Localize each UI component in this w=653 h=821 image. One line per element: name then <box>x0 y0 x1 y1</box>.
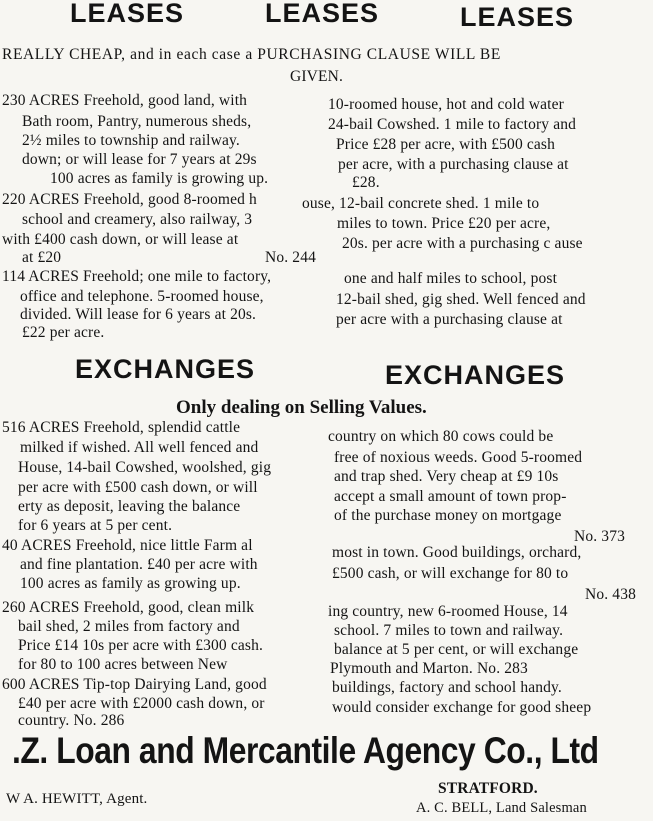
exchanges-heading-2: EXCHANGES <box>385 360 566 390</box>
leases-heading-2: LEASES <box>265 0 380 28</box>
lot-number: No. 373 <box>574 528 625 545</box>
lot-number: No. 438 <box>585 586 636 603</box>
agency-town: STRATFORD. <box>438 780 538 797</box>
listing-line: 114 ACRES Freehold; one mile to factory, <box>2 268 272 285</box>
listing-line: 24-bail Cowshed. 1 mile to factory and <box>328 116 577 133</box>
listing-line: and fine plantation. £40 per acre with <box>20 556 258 573</box>
leases-heading-1: LEASES <box>70 0 185 28</box>
listing-line: divided. Will lease for 6 years at 20s. <box>20 306 257 323</box>
listing-line: for 6 years at 5 per cent. <box>18 517 173 534</box>
listing-line: 516 ACRES Freehold, splendid cattle <box>2 419 241 436</box>
intro-line-2: GIVEN. <box>290 68 343 85</box>
listing-line: with £400 cash down, or will lease at <box>2 231 239 248</box>
listing-line: country. No. 286 <box>18 712 125 729</box>
listing-line: Bath room, Pantry, numerous sheds, <box>22 113 252 130</box>
listing-line: £500 cash, or will exchange for 80 to <box>332 565 569 582</box>
listing-line: ouse, 12-bail concrete shed. 1 mile to <box>302 195 540 212</box>
listing-line: ing country, new 6-roomed House, 14 <box>328 603 568 620</box>
listing-line: 2½ miles to township and railway. <box>22 132 240 149</box>
listing-line: office and telephone. 5-roomed house, <box>20 288 264 305</box>
listing-line: 10-roomed house, hot and cold water <box>328 96 564 113</box>
listing-line: school. 7 miles to town and railway. <box>334 622 564 639</box>
listing-line: 100 acres as family is growing up. <box>50 170 269 187</box>
listing-line: per acre, with a purchasing clause at <box>338 156 569 173</box>
leases-heading-3: LEASES <box>460 2 575 32</box>
listing-line: per acre with £500 cash down, or will <box>18 479 258 496</box>
listing-line: £40 per acre with £2000 cash down, or <box>18 695 265 712</box>
listing-line: 100 acres as family as growing up. <box>20 575 241 592</box>
listing-line: milked if wished. All well fenced and <box>20 439 259 456</box>
intro-line-1: REALLY CHEAP, and in each case a PURCHASING CLAUSE WILL BE <box>2 46 501 63</box>
listing-line: accept a small amount of town prop- <box>334 488 567 505</box>
listing-line: one and half miles to school, post <box>344 270 558 287</box>
listing-line: for 80 to 100 acres between New <box>18 656 228 673</box>
lot-number: No. 244 <box>265 249 316 266</box>
listing-line: down; or will lease for 7 years at 29s <box>22 151 257 168</box>
listing-line: balance at 5 per cent, or will exchange <box>334 641 579 658</box>
listing-line: 40 ACRES Freehold, nice little Farm al <box>2 537 253 554</box>
listing-line: miles to town. Price £20 per acre, <box>337 215 551 232</box>
listing-line: 220 ACRES Freehold, good 8-roomed h <box>2 191 257 208</box>
listing-line: Price £14 10s per acre with £300 cash. <box>18 637 264 654</box>
listing-line: 230 ACRES Freehold, good land, with <box>2 92 248 109</box>
listing-line: 260 ACRES Freehold, good, clean milk <box>2 599 255 616</box>
listing-line: buildings, factory and school handy. <box>332 679 562 696</box>
listing-line: 600 ACRES Tip-top Dairying Land, good <box>2 676 267 693</box>
listing-line: Price £28 per acre, with £500 cash <box>336 136 556 153</box>
listing-line: £22 per acre. <box>22 324 105 341</box>
listing-line: Plymouth and Marton. No. 283 <box>330 660 528 677</box>
selling-values-subheading: Only dealing on Selling Values. <box>176 397 427 418</box>
listing-line: of the purchase money on mortgage <box>334 507 562 524</box>
listing-line: free of noxious weeds. Good 5-roomed <box>334 449 583 466</box>
listing-line: erty as deposit, leaving the balance <box>18 498 241 515</box>
listing-line: per acre with a purchasing clause at <box>336 311 563 328</box>
listing-line: bail shed, 2 miles from factory and <box>18 618 240 635</box>
exchanges-heading-1: EXCHANGES <box>75 354 256 384</box>
agent-name: W A. HEWITT, Agent. <box>6 791 148 807</box>
listing-line: country on which 80 cows could be <box>328 428 554 445</box>
listing-line: most in town. Good buildings, orchard, <box>332 544 582 561</box>
agency-name: .Z. Loan and Mercantile Agency Co., Ltd <box>12 730 599 771</box>
listing-line: 20s. per acre with a purchasing c ause <box>342 235 583 252</box>
listing-line: would consider exchange for good sheep <box>332 699 592 716</box>
listing-line: school and creamery, also railway, 3 <box>22 211 253 228</box>
listing-line: at £20 <box>22 249 62 266</box>
listing-line: £28. <box>352 174 380 191</box>
listing-line: 12-bail shed, gig shed. Well fenced and <box>336 291 586 308</box>
listing-line: House, 14-bail Cowshed, woolshed, gig <box>18 459 272 476</box>
listing-line: and trap shed. Very cheap at £9 10s <box>334 468 559 485</box>
land-salesman: A. C. BELL, Land Salesman <box>416 800 587 816</box>
